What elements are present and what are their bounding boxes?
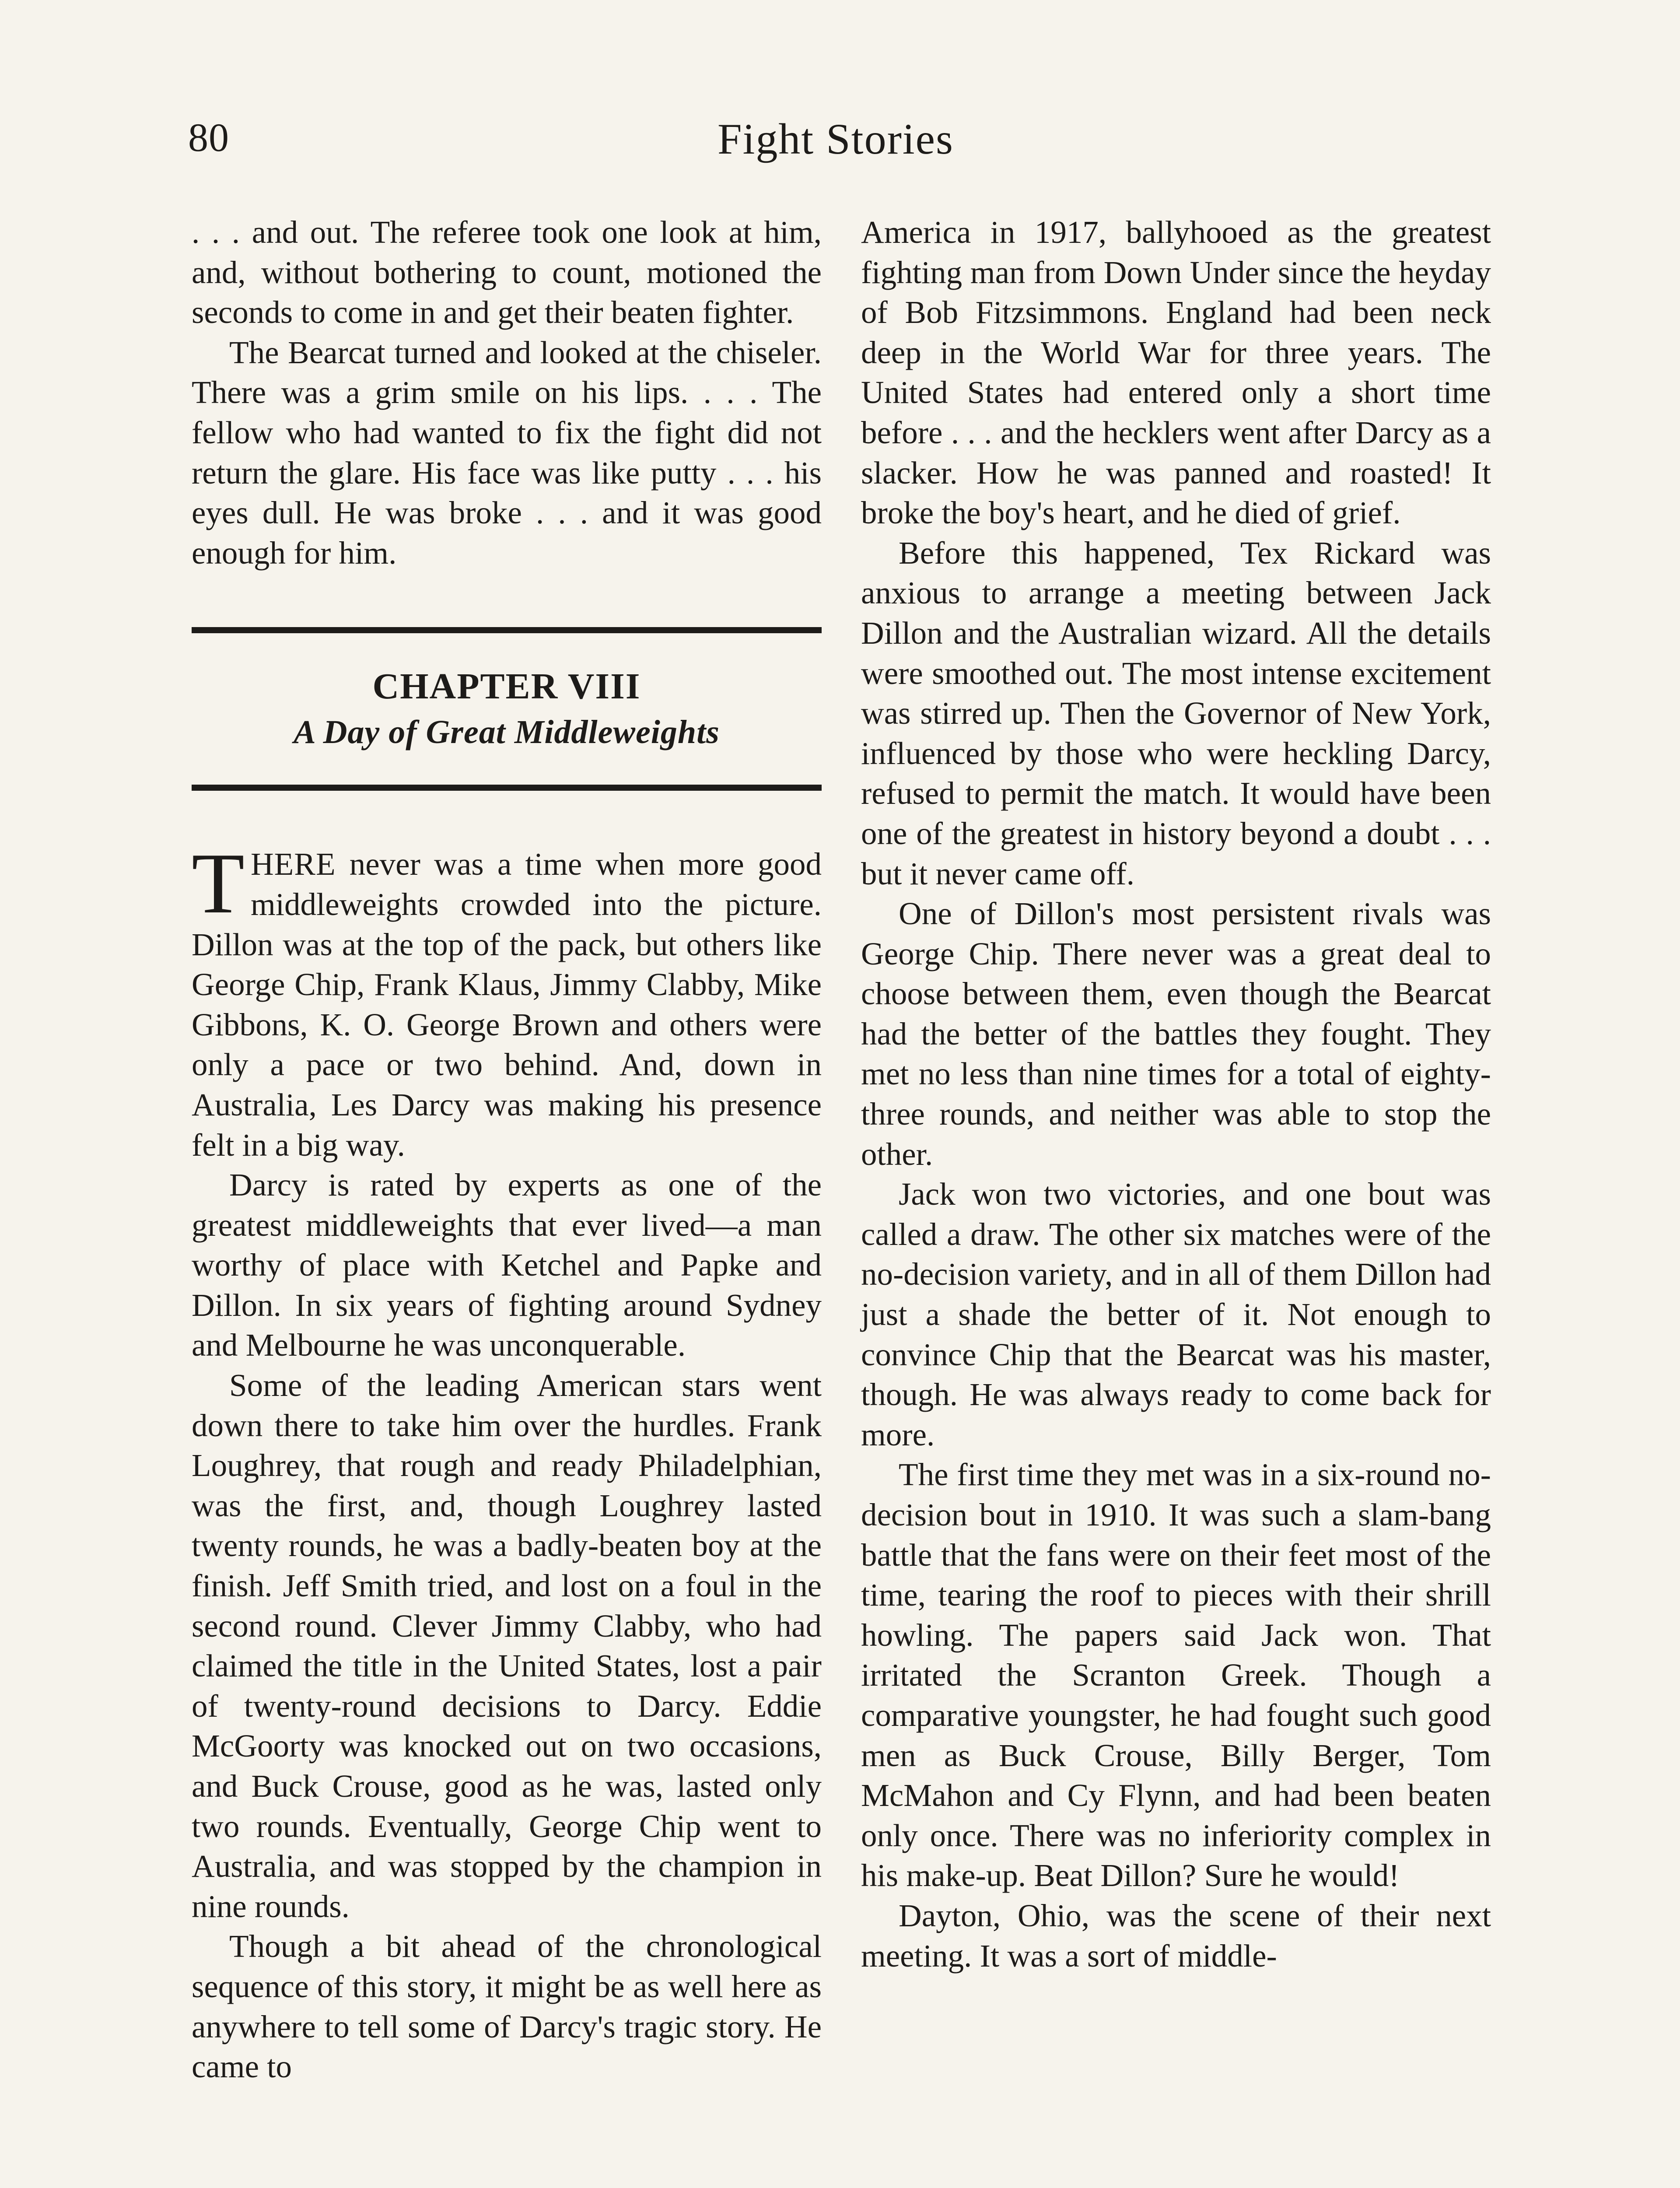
body-paragraph: Dayton, Ohio, was the scene of their next meeting. It was a sort of middle-	[861, 1897, 1491, 1974]
chapter-subtitle: A Day of Great Middleweights	[294, 714, 720, 751]
drop-cap: T	[192, 835, 245, 932]
body-paragraph: The first time they met was in a six-round no-decision bout in 1910. It was such a slam-bang battle that the fans were on their feet most of the time, tearing the roof to pieces with their shrill howling. The papers said Jack won. That irritated the Scranton Greek. Though a comparative youngster, he had fought such good men as Buck Crouse, Billy Berger, Tom McMahon and Cy Flynn, and had been beaten only once. There was no inferiority complex in his make-up. Beat Dillon? Sure he would!	[861, 1457, 1491, 1893]
chapter-title: CHAPTER VIII	[372, 666, 641, 707]
body-paragraph: . . . and out. The referee took one look at him, and, without bothering to count, motioned the seconds to come in and get their beaten fighter.	[192, 214, 822, 330]
body-paragraph: Some of the leading American stars went down there to take him over the hurdles. Frank Loughrey, that rough and ready Philadelphian, was the first, and, though Loughrey lasted twenty rounds, he was a badly-beaten boy at the finish. Jeff Smith tried, and lost on a foul in the second round. Clever Jimmy Clabby, who had claimed the title in the United States, lost a pair of twenty-round decisions to Darcy. Eddie McGoorty was knocked out on two occasions, and Buck Crouse, good as he was, lasted only two rounds. Eventually, George Chip went to Australia, and was stopped by the champion in nine rounds.	[192, 1368, 822, 1924]
opening-text: never was a time when more good middleweights crowded into the picture. Dillon was at the top of the pack, but others like George Chip, Frank Klaus, Jimmy Clabby, Mike Gibbons, K. O. George Brown and others were only a pace or two behind. And, down in Australia, Les Darcy was making his presence felt in a big way.	[192, 846, 822, 1163]
chapter-heading	[192, 633, 822, 785]
chapter-opening-paragraph	[192, 835, 822, 1165]
lead-word: HERE	[250, 846, 336, 882]
body-paragraph: America in 1917, ballyhooed as the greatest fighting man from Down Under since the heyday of Bob Fitzsimmons. England had been neck deep in the World War for three years. The United States had entered only a short time before . . . and the hecklers went after Darcy as a slacker. How he was panned and roasted! It broke the boy's heart, and he died of grief.	[861, 214, 1491, 531]
body-paragraph: Before this happened, Tex Rickard was anxious to arrange a meeting between Jack Dillon and the Australian wizard. All the details were smoothed out. The most intense excitement was stirred up. Then the Governor of New York, influenced by those who were heckling Darcy, refused to permit the match. It would have been one of the greatest in history beyond a doubt . . . but it never came off.	[861, 535, 1491, 891]
body-paragraph: The Bearcat turned and looked at the chiseler. There was a grim smile on his lips. . . . The fellow who had wanted to fix the fight did not return the glare. His face was like putty . . . his eyes dull. He was broke . . . and it was good enough for him.	[192, 334, 822, 571]
left-column	[192, 212, 822, 2087]
running-title: Fight Stories	[718, 115, 954, 163]
body-paragraph: One of Dillon's most persistent rivals was George Chip. There never was a great deal to choose between them, even though the Bearcat had the better of the battles they fought. They met no less than nine times for a total of eighty-three rounds, and neither was able to stop the other.	[861, 896, 1491, 1172]
chapter-rule-bottom	[192, 785, 822, 791]
right-column	[861, 212, 1491, 1976]
chapter-rule-top	[192, 627, 822, 633]
body-paragraph: Though a bit ahead of the chronological sequence of this story, it might be as well here as anywhere to tell some of Darcy's tragic story. He came to	[192, 1929, 822, 2085]
body-paragraph: Jack won two victories, and one bout was called a draw. The other six matches were of the no-decision variety, and in all of them Dillon had just a shade the better of it. Not enough to convince Chip that the Bearcat was his master, though. He was always ready to come back for more.	[861, 1176, 1491, 1452]
body-paragraph: Darcy is rated by experts as one of the greatest middleweights that ever lived—a man worthy of place with Ketchel and Papke and Dillon. In six years of fighting around Sydney and Melbourne he was unconquerable.	[192, 1167, 822, 1363]
page-number: 80	[188, 115, 229, 160]
